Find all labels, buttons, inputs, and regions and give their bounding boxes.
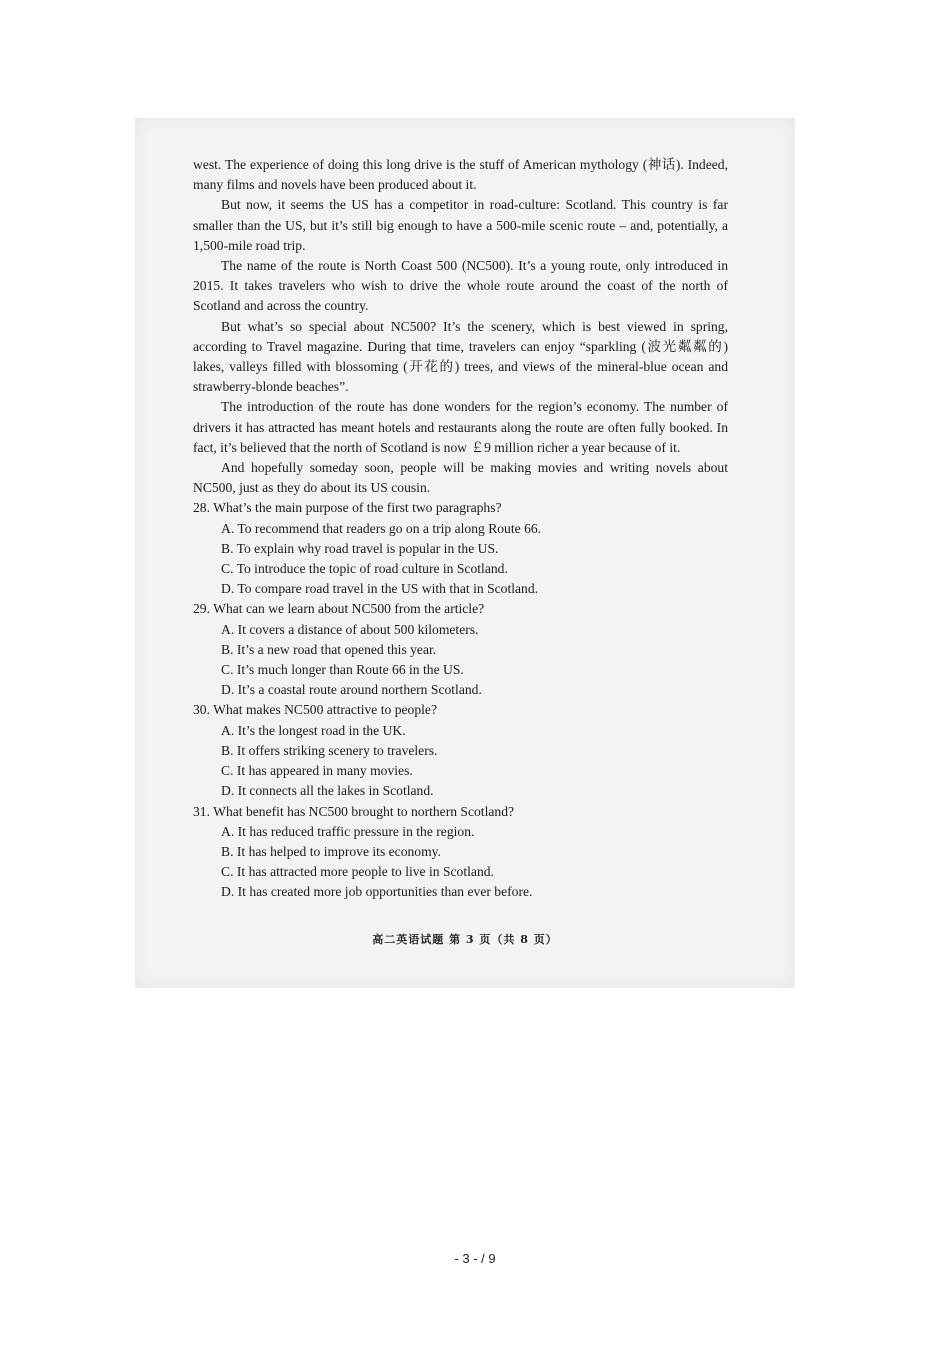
option-b: B. It offers striking scenery to travelers.	[221, 742, 438, 758]
question-30-options	[193, 721, 728, 802]
passage-paragraph: The introduction of the route has done wonders for the region’s economy. The number of drivers it has attracted has meant hotels and restaurants along the route are often fully booked. In fact, it’s believed that the north of Scotland is now ￡9 million richer a year because of it.	[193, 399, 728, 455]
passage-paragraph: But what’s so special about NC500? It’s the scenery, which is best viewed in spring, according to Travel magazine. During that time, travelers can enjoy “sparkling (波光粼粼的) lakes, valleys filled with blossoming (开花的) trees, and views of the mineral-blue ocean and strawberry-blonde beaches”.	[193, 318, 728, 395]
option-c: C. It has appeared in many movies.	[221, 763, 413, 779]
option-d: D. It connects all the lakes in Scotland.	[221, 783, 434, 799]
option-d: D. To compare road travel in the US with that in Scotland.	[221, 581, 539, 597]
passage-paragraph: But now, it seems the US has a competitor in road-culture: Scotland. This country is far smaller than the US, but it’s still big enough to have a 500-mile scenic route – and, potentially, a 1,500-mile road trip.	[193, 197, 728, 253]
option-c: C. To introduce the topic of road culture in Scotland.	[221, 561, 508, 577]
option-c: C. It has attracted more people to live in Scotland.	[221, 864, 494, 880]
passage-paragraph: west. The experience of doing this long drive is the stuff of American mythology (神话). Indeed, many films and novels have been produced about it.	[193, 157, 728, 193]
option-b: B. It’s a new road that opened this year.	[221, 641, 437, 657]
option-a: A. It’s the longest road in the UK.	[221, 722, 406, 738]
option-a: A. It covers a distance of about 500 kilometers.	[221, 621, 479, 637]
option-b: B. It has helped to improve its economy.	[221, 843, 441, 859]
page-number: - 3 - / 9	[454, 1251, 496, 1266]
option-a: A. It has reduced traffic pressure in the region.	[221, 823, 475, 839]
option-c: C. It’s much longer than Route 66 in the US.	[221, 662, 464, 678]
question-28-stem: 28. What’s the main purpose of the first two paragraphs?	[193, 500, 502, 516]
exam-content	[193, 155, 728, 903]
option-b: B. To explain why road travel is popular in the US.	[221, 540, 499, 556]
question-29-options	[193, 620, 728, 701]
option-d: D. It has created more job opportunities than ever before.	[221, 884, 533, 900]
option-a: A. To recommend that readers go on a trip along Route 66.	[221, 520, 542, 536]
question-29-stem: 29. What can we learn about NC500 from the article?	[193, 601, 485, 617]
question-30-stem: 30. What makes NC500 attractive to people?	[193, 702, 437, 718]
passage-paragraph: And hopefully someday soon, people will be making movies and writing novels about NC500, just as they do about its US cousin.	[193, 460, 728, 496]
question-31-stem: 31. What benefit has NC500 brought to northern Scotland?	[193, 803, 515, 819]
question-28-options	[193, 519, 728, 600]
passage-paragraph: The name of the route is North Coast 500 (NC500). It’s a young route, only introduced in 2015. It takes travelers who wish to drive the whole route around the coast of the north of Scotland and across the country.	[193, 258, 728, 314]
question-31-options	[193, 822, 728, 903]
exam-page-footer: 高二英语试题 第 3 页（共 8 页）	[372, 933, 558, 946]
option-d: D. It’s a coastal route around northern Scotland.	[221, 682, 482, 698]
